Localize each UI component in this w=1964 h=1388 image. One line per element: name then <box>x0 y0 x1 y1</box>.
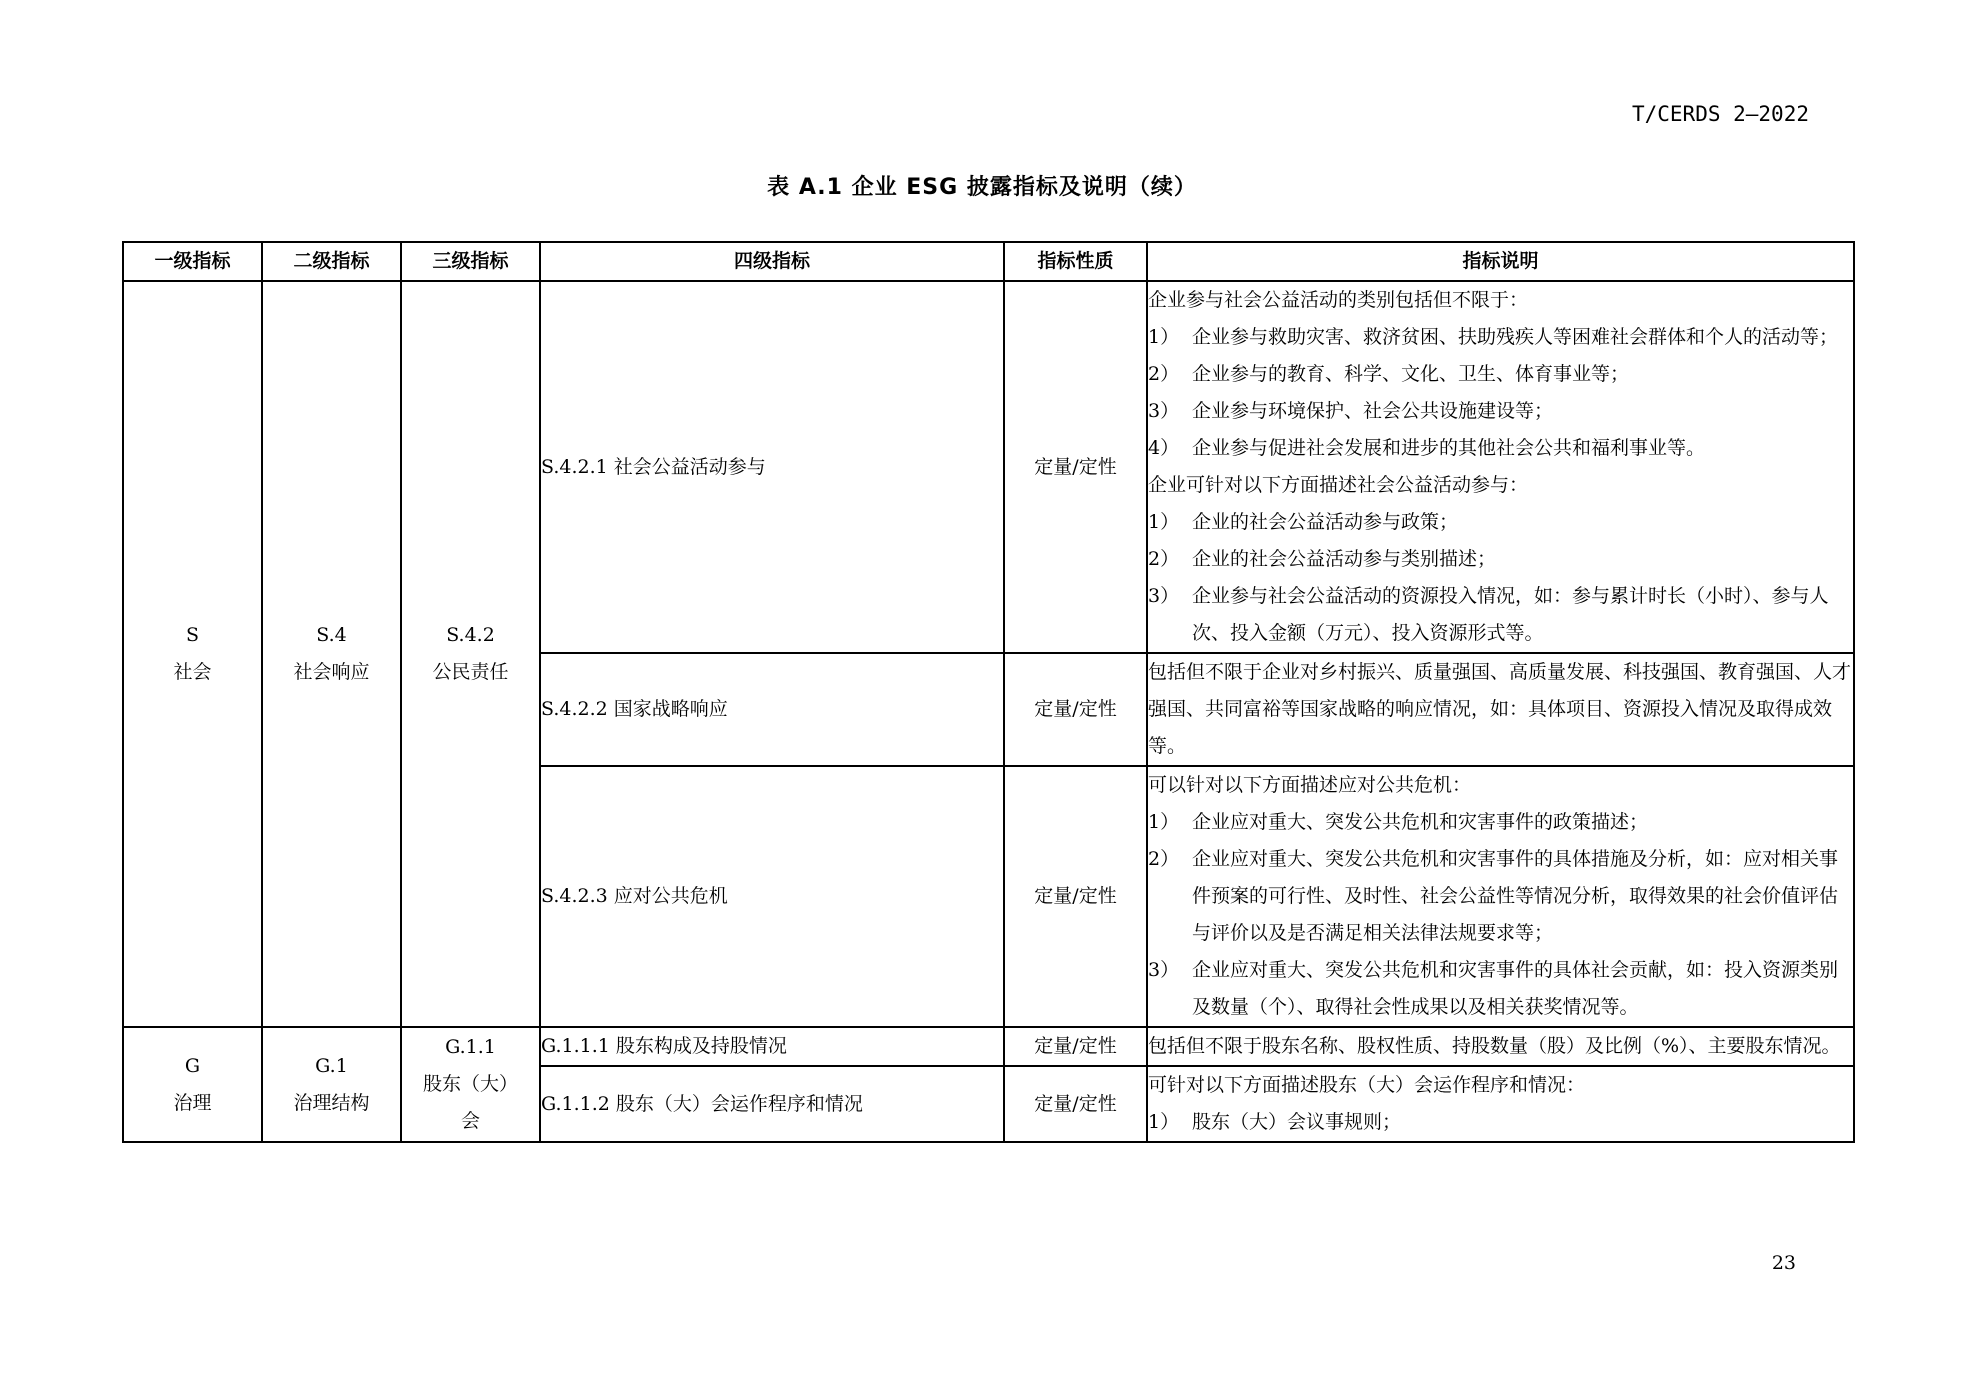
esg-indicator-table <box>122 241 1855 1143</box>
l2-name: 社会响应 <box>293 661 370 683</box>
l3-cell <box>401 281 540 1027</box>
l2-name: 治理结构 <box>293 1091 370 1114</box>
desc-line: 包括但不限于股东名称、股权性质、持股数量（股）及比例（%）、主要股东情况。 <box>1148 1035 1841 1057</box>
item-number: 1） <box>1148 511 1180 533</box>
nature-cell: 定量/定性 <box>1004 653 1147 766</box>
item-number: 4） <box>1148 437 1180 459</box>
desc-item <box>1148 578 1853 652</box>
l4-cell: S.4.2.1 社会公益活动参与 <box>540 281 1004 653</box>
l4-cell: S.4.2.3 应对公共危机 <box>540 766 1004 1027</box>
desc-line: 企业参与社会公益活动的类别包括但不限于： <box>1148 289 1529 311</box>
desc-cell <box>1147 653 1854 766</box>
table-row <box>123 1027 1854 1066</box>
l1-name: 治理 <box>173 1091 212 1114</box>
l1-code: S <box>185 624 200 646</box>
l2-code: S.4 <box>316 624 347 646</box>
desc-cell <box>1147 281 1854 653</box>
desc-item <box>1148 841 1853 952</box>
table-row <box>123 281 1854 653</box>
l1-cell <box>123 281 262 1027</box>
item-text: 企业参与救助灾害、救济贫困、扶助残疾人等困难社会群体和个人的活动等； <box>1192 326 1839 348</box>
l4-cell: G.1.1.1 股东构成及持股情况 <box>540 1027 1004 1066</box>
nature-cell: 定量/定性 <box>1004 1027 1147 1066</box>
col-header-l4: 四级指标 <box>540 242 1004 281</box>
desc-item <box>1148 504 1853 541</box>
desc-item <box>1148 430 1853 467</box>
item-text: 企业应对重大、突发公共危机和灾害事件的政策描述； <box>1192 811 1649 833</box>
item-text: 企业参与社会公益活动的资源投入情况，如：参与累计时长（小时）、参与人次、投入金额（万元）、投入资源形式等。 <box>1192 585 1829 644</box>
item-text: 企业的社会公益活动参与类别描述； <box>1192 548 1497 570</box>
l4-cell: G.1.1.2 股东（大）会运作程序和情况 <box>540 1066 1004 1142</box>
item-text: 企业参与的教育、科学、文化、卫生、体育事业等； <box>1192 363 1630 385</box>
l1-cell <box>123 1027 262 1142</box>
item-number: 3） <box>1148 959 1180 981</box>
col-header-l2: 二级指标 <box>262 242 401 281</box>
item-text: 股东（大）会议事规则； <box>1192 1111 1402 1133</box>
desc-line: 包括但不限于企业对乡村振兴、质量强国、高质量发展、科技强国、教育强国、人才强国、共同富裕等国家战略的响应情况，如：具体项目、资源投入情况及取得成效等。 <box>1148 661 1852 757</box>
desc-item <box>1148 541 1853 578</box>
item-text: 企业参与促进社会发展和进步的其他社会公共和福利事业等。 <box>1192 437 1706 459</box>
item-text: 企业应对重大、突发公共危机和灾害事件的具体措施及分析，如：应对相关事件预案的可行性、及时性、社会公益性等情况分析，取得效果的社会价值评估与评价以及是否满足相关法律法规要求等； <box>1192 848 1839 944</box>
desc-item <box>1148 393 1853 430</box>
nature-cell: 定量/定性 <box>1004 281 1147 653</box>
header-row <box>123 242 1854 281</box>
desc-item <box>1148 319 1853 356</box>
l1-name: 社会 <box>173 661 212 683</box>
item-text: 企业的社会公益活动参与政策； <box>1192 511 1459 533</box>
l2-cell <box>262 281 401 1027</box>
l3-name: 股东（大）会 <box>422 1073 518 1132</box>
desc-line: 可针对以下方面描述股东（大）会运作程序和情况： <box>1148 1074 1586 1096</box>
item-number: 1） <box>1148 326 1180 348</box>
desc-cell <box>1147 766 1854 1027</box>
desc-cell <box>1147 1027 1854 1066</box>
item-number: 2） <box>1148 548 1180 570</box>
item-number: 2） <box>1148 363 1180 385</box>
l3-code: G.1.1 <box>445 1036 496 1058</box>
standard-code: T/CERDS 2—2022 <box>1631 102 1809 126</box>
l4-cell: S.4.2.2 国家战略响应 <box>540 653 1004 766</box>
l3-cell <box>401 1027 540 1142</box>
nature-cell: 定量/定性 <box>1004 766 1147 1027</box>
l2-cell <box>262 1027 401 1142</box>
item-text: 企业应对重大、突发公共危机和灾害事件的具体社会贡献，如：投入资源类别及数量（个）、取得社会性成果以及相关获奖情况等。 <box>1192 959 1839 1018</box>
desc-item <box>1148 356 1853 393</box>
l3-code: S.4.2 <box>446 624 495 646</box>
col-header-nature: 指标性质 <box>1004 242 1147 281</box>
desc-cell <box>1147 1066 1854 1142</box>
col-header-desc: 指标说明 <box>1147 242 1854 281</box>
item-text: 企业参与环境保护、社会公共设施建设等； <box>1192 400 1554 422</box>
item-number: 3） <box>1148 585 1180 607</box>
desc-line: 企业可针对以下方面描述社会公益活动参与： <box>1148 474 1529 496</box>
item-number: 2） <box>1148 848 1180 870</box>
desc-item <box>1148 804 1853 841</box>
l3-name: 公民责任 <box>432 661 509 683</box>
l2-code: G.1 <box>315 1054 348 1077</box>
l1-code: G <box>184 1054 201 1077</box>
desc-line: 可以针对以下方面描述应对公共危机： <box>1148 774 1472 796</box>
desc-item <box>1148 1104 1853 1141</box>
desc-item <box>1148 952 1853 1026</box>
page-number: 23 <box>1771 1252 1796 1274</box>
item-number: 1） <box>1148 1111 1180 1133</box>
nature-cell: 定量/定性 <box>1004 1066 1147 1142</box>
col-header-l1: 一级指标 <box>123 242 262 281</box>
col-header-l3: 三级指标 <box>401 242 540 281</box>
table-title: 表 A.1 企业 ESG 披露指标及说明（续） <box>767 175 1197 200</box>
item-number: 1） <box>1148 811 1180 833</box>
item-number: 3） <box>1148 400 1180 422</box>
